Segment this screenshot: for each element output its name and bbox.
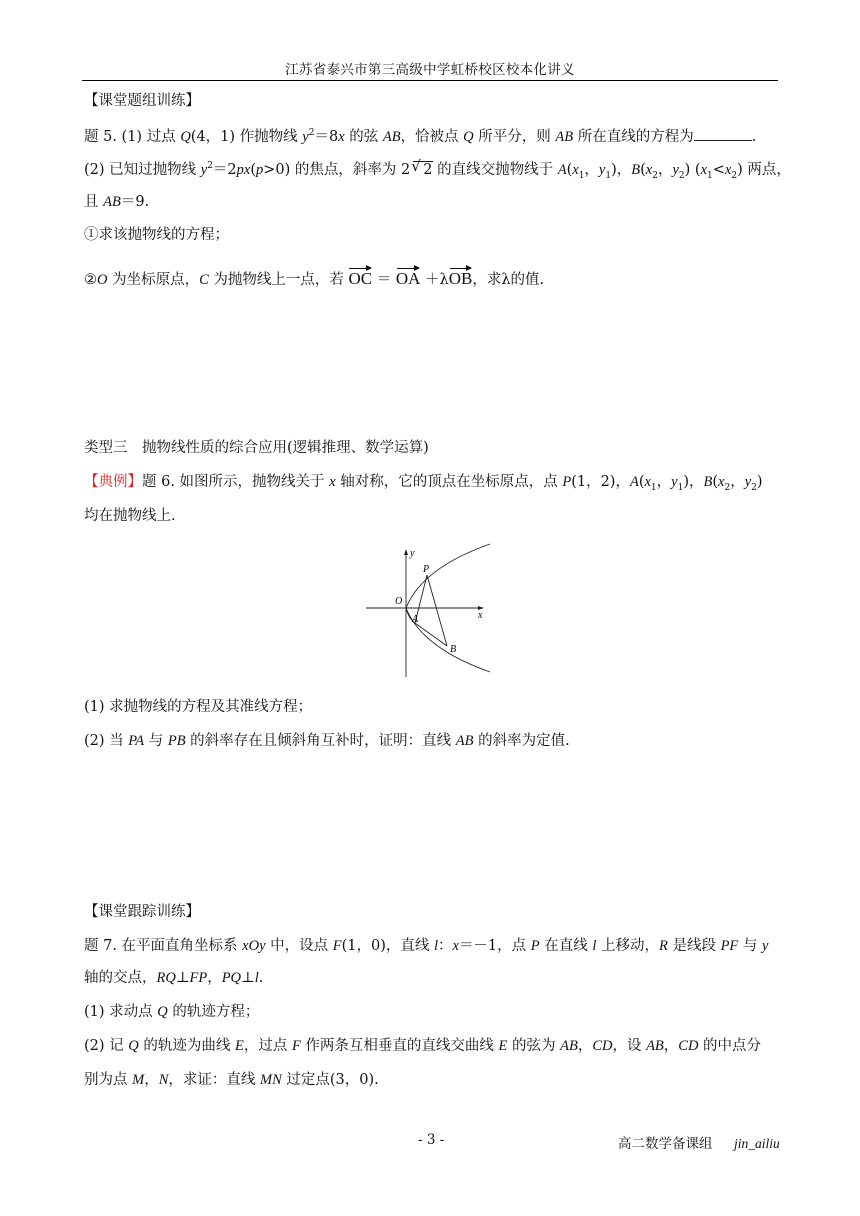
- q6-line2: 均在抛物线上.: [84, 508, 176, 524]
- label-y: y: [410, 548, 415, 559]
- y-axis-arrow-icon: [404, 549, 408, 555]
- label-b: B: [450, 644, 457, 655]
- q7-line2: 轴的交点，RQ⊥FP，PQ⊥l.: [84, 970, 264, 986]
- q5-sub1: ①求该抛物线的方程；: [84, 227, 229, 243]
- label-x: x: [478, 610, 483, 621]
- example-tag: 【典例】: [84, 474, 142, 490]
- parabola-figure: [366, 540, 496, 680]
- vector-ob: OB: [449, 264, 473, 289]
- header-rule: [82, 80, 778, 81]
- vector-oa: OA: [396, 264, 421, 289]
- q7-sub2: (2) 记 Q 的轨迹为曲线 E，过点 F 作两条互相垂直的直线交曲线 E 的弦为 AB，CD，设 AB，CD 的中点分: [84, 1038, 762, 1054]
- q7-sub1: (1) 求动点 Q 的轨迹方程；: [84, 1004, 260, 1020]
- q7-line1: 题 7. 在平面直角坐标系 xOy 中，设点 F(1，0)，直线 l：x＝－1，点 P 在直线 l 上移动，R 是线段 PF 与 y: [84, 938, 769, 954]
- q6-sub2: (2) 当 PA 与 PB 的斜率存在且倾斜角互补时，证明：直线 AB 的斜率为定值.: [84, 733, 570, 749]
- q7-line4: 别为点 M，N，求证：直线 MN 过定点(3，0).: [84, 1072, 379, 1088]
- answer-blank: [694, 126, 752, 141]
- q6-sub1: (1) 求抛物线的方程及其准线方程；: [84, 699, 313, 715]
- section-heading-follow-up: 【课堂跟踪训练】: [84, 904, 200, 920]
- segment-ab: [415, 623, 447, 646]
- vector-oc: OC: [348, 264, 372, 289]
- q5-part2: (2) 已知过抛物线 $y^2=2px(p>0)$ 的焦点，斜率为 2√ 2 的直线交抛物线于 $A(x_1$，$y_1$)，$B(x_2$，$y_2$) $(x_1<x_2)$ 两点，: [84, 160, 780, 180]
- type3-heading: 类型三 抛物线性质的综合应用(逻辑推理、数学运算): [84, 440, 429, 456]
- q5-part1: 题 5. (1) 过点 Q(4，1) 作抛物线 $y^2=8x$ 的弦 AB，恰被点 Q 所平分，则 AB 所在直线的方程为 .: [84, 126, 780, 147]
- page-header: 江苏省泰兴市第三高级中学虹桥校区校本化讲义: [285, 62, 575, 78]
- label-o: O: [395, 596, 403, 607]
- section-heading-classroom-practice: 【课堂题组训练】: [84, 93, 200, 109]
- segment-pb: [427, 575, 447, 646]
- footer-author: 高二数学备课组 jin_ailiu: [618, 1136, 780, 1152]
- q5-sub2: ②O 为坐标原点，C 为抛物线上一点，若 OC ＝ OA ＋λOB，求λ的值.: [84, 264, 780, 290]
- page-number: - 3 -: [418, 1132, 445, 1148]
- label-a: A: [412, 614, 419, 625]
- q6-line1: 【典例】题 6. 如图所示，抛物线关于 x 轴对称，它的顶点在坐标原点，点 P(1，2)，$A(x_1$，$y_1$)，$B(x_2$，$y_2$): [84, 474, 763, 493]
- label-p: P: [423, 564, 430, 575]
- sqrt-symbol: √ 2: [413, 161, 432, 178]
- q5-part3: 且 AB＝9.: [84, 194, 150, 210]
